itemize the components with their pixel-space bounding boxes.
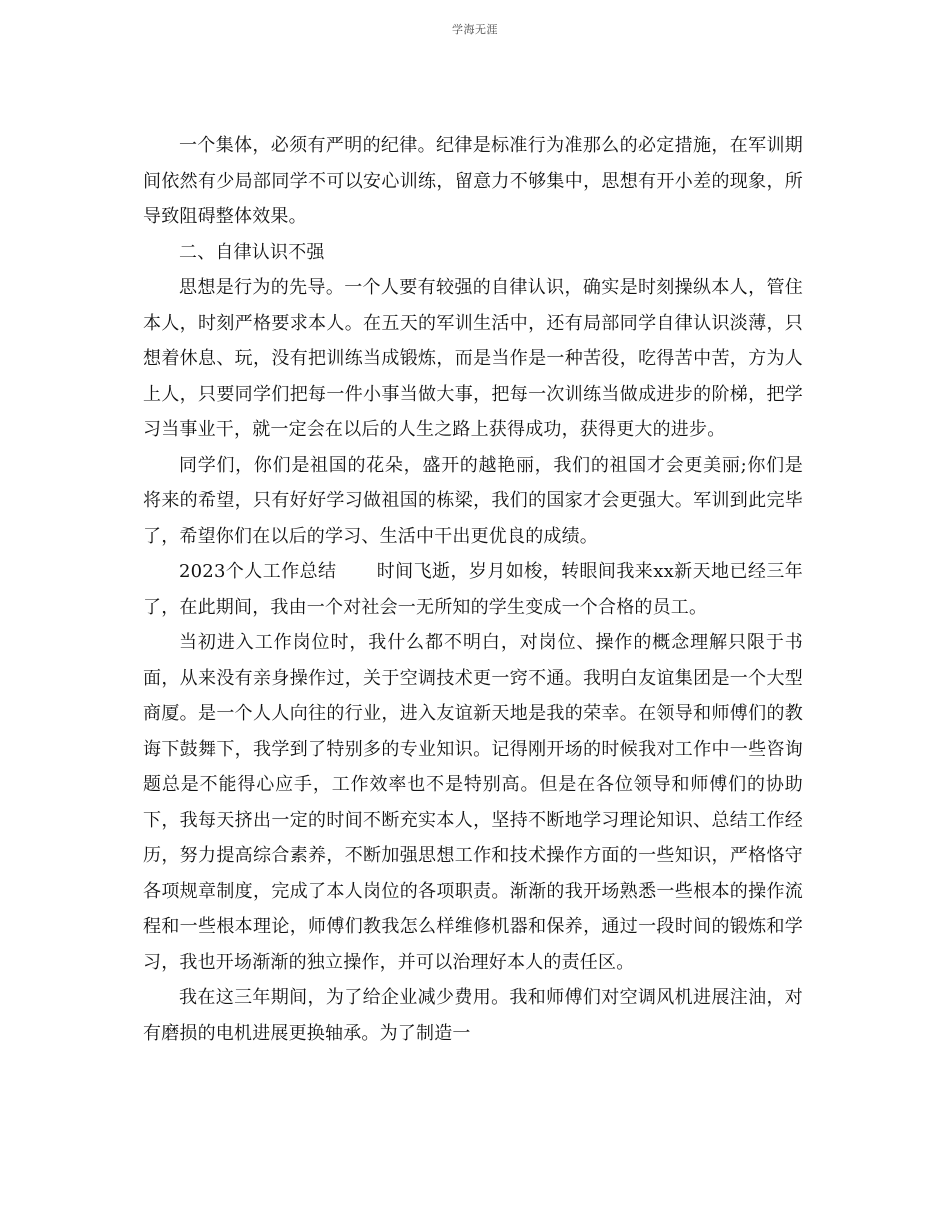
paragraph-self-discipline: 思想是行为的先导。一个人要有较强的自律认识，确实是时刻操纵本人，管住本人，时刻严格要求本人。在五天的军训生活中，还有局部同学自律认识淡薄，只想着休息、玩，没有把训练当成锻炼，而是当作是一种苦役，吃得苦中苦，方为人上人，只要同学们把每一件小事当做大事，把每一次训练当做成进步的阶梯，把学习当事业干，就一定会在以后的人生之路上获得成功，获得更大的进步。 bbox=[143, 277, 803, 440]
paragraph-three-years: 我在这三年期间，为了给企业减少费用。我和师傅们对空调风机进展注油，对有磨损的电机进展更换轴承。为了制造一 bbox=[143, 987, 803, 1044]
paragraph-discipline: 一个集体，必须有严明的纪律。纪律是标准行为准那么的必定措施，在军训期间依然有少局部同学不可以安心训练，留意力不够集中，思想有开小差的现象，所导致阻碍整体效果。 bbox=[143, 135, 803, 227]
paragraph-job-start: 当初进入工作岗位时，我什么都不明白，对岗位、操作的概念理解只限于书面，从来没有亲身操作过，关于空调技术更一窍不通。我明白友谊集团是一个大型商厦。是一个人人向往的行业，进入友谊新天地是我的荣幸。在领导和师傅们的教诲下鼓舞下，我学到了特别多的专业知识。记得刚开场的时候我对工作中一些咨询题总是不能得心应手，工作效率也不是特别高。但是在各位领导和师傅们的协助下，我每天挤出一定的时间不断充实本人，坚持不断地学习理论知识、总结工作经历，努力提高综合素养，不断加强思想工作和技术操作方面的一些知识，严格恪守各项规章制度，完成了本人岗位的各项职责。渐渐的我开场熟悉一些根本的操作流程和一些根本理论，师傅们教我怎么样维修机器和保养，通过一段时间的锻炼和学习，我也开场渐渐的独立操作，并可以治理好本人的责任区。 bbox=[143, 632, 803, 973]
page-header: 学海无涯 bbox=[452, 23, 498, 36]
section-heading-self-discipline: 二、自律认识不强 bbox=[179, 241, 325, 263]
paragraph-students: 同学们，你们是祖国的花朵，盛开的越艳丽，我们的祖国才会更美丽;你们是将来的希望，只有好好学习做祖国的栋梁，我们的国家才会更强大。军训到此完毕了，希望你们在以后的学习、生活中干出更优良的成绩。 bbox=[143, 454, 803, 547]
document-body bbox=[143, 128, 803, 1051]
summary-intro-text: 时间飞逝，岁月如梭，转眼间我来xx新天地已经三年了，在此期间，我由一个对社会一无所知的学生变成一个合格的员工。 bbox=[143, 561, 803, 618]
paragraph-summary-intro bbox=[143, 554, 803, 625]
summary-title: 2023个人工作总结 bbox=[179, 561, 337, 582]
